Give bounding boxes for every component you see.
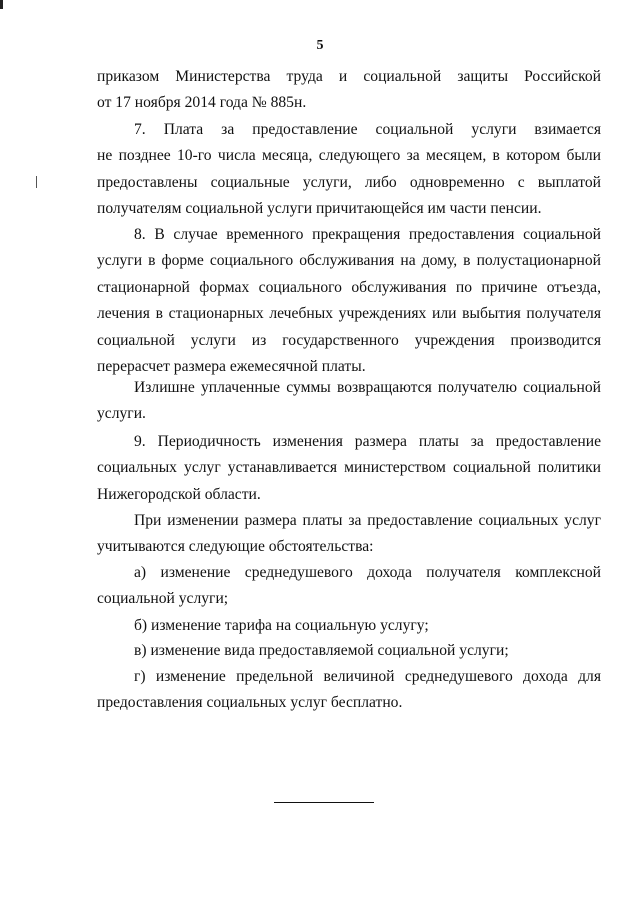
text-line: социальной услуги; [97,590,229,608]
text-line: учитываются следующие обстоятельства: [97,538,374,556]
text-line: 9. Периодичность изменения размера платы за предоставление [134,433,601,450]
text-line: социальной услуги из государственного учреждения производится [97,331,601,349]
text-line: предоставления социальных услуг бесплатно. [97,694,403,712]
paragraph-circumstances [97,508,601,561]
text-line: получателям социальной услуги причитающейся им части пенсии. [97,200,542,218]
text-line: приказом Министерства труда и социальной защиты Российской [97,68,601,85]
text-line: услуги. [97,405,146,423]
list-item-a [97,560,601,613]
text-line: в) изменение вида предоставляемой социальной услуги; [134,642,509,659]
scan-mark-left [36,176,37,188]
text-line: б) изменение тарифа на социальную услугу; [134,617,429,634]
list-item-b [97,613,601,639]
text-line: социальных услуг устанавливается министерством социальной политики [97,459,601,477]
text-line: предоставлены социальные услуги, либо одновременно с выплатой [97,173,601,191]
paragraph-item-8 [97,222,601,380]
text-line: не позднее 10-го числа месяца, следующего за месяцем, в котором были [97,147,601,165]
text-line: Излишне уплаченные суммы возвращаются получателю социальной [134,379,601,396]
text-line: а) изменение среднедушевого дохода получателя комплексной [134,564,601,581]
text-line: от 17 ноября 2014 года № 885н. [97,94,307,112]
text-line: стационарной формах социального обслуживания по причине отъезда, [97,278,601,296]
text-line: При изменении размера платы за предоставление социальных услуг [134,512,601,529]
list-item-v [97,638,601,664]
end-of-text-rule [274,802,374,803]
paragraph-item-9 [97,429,601,508]
text-line: 8. В случае временного прекращения предоставления социальной [134,226,601,243]
text-line: 7. Плата за предоставление социальной услуги взимается [134,121,601,138]
paragraph-refund [97,375,601,428]
scan-mark-top [0,0,3,9]
page-number: 5 [316,38,324,53]
paragraph-item-7 [97,117,601,223]
list-item-g [97,664,601,717]
text-line: перерасчет размера ежемесячной платы. [97,357,366,375]
text-line: Нижегородской области. [97,485,261,503]
text-line: услуги в форме социального обслуживания на дому, в полустационарной [97,252,601,270]
text-line: лечения в стационарных лечебных учреждениях или выбытия получателя [97,305,601,323]
paragraph-order-reference [97,64,601,117]
text-line: г) изменение предельной величиной среднедушевого дохода для [134,668,601,685]
